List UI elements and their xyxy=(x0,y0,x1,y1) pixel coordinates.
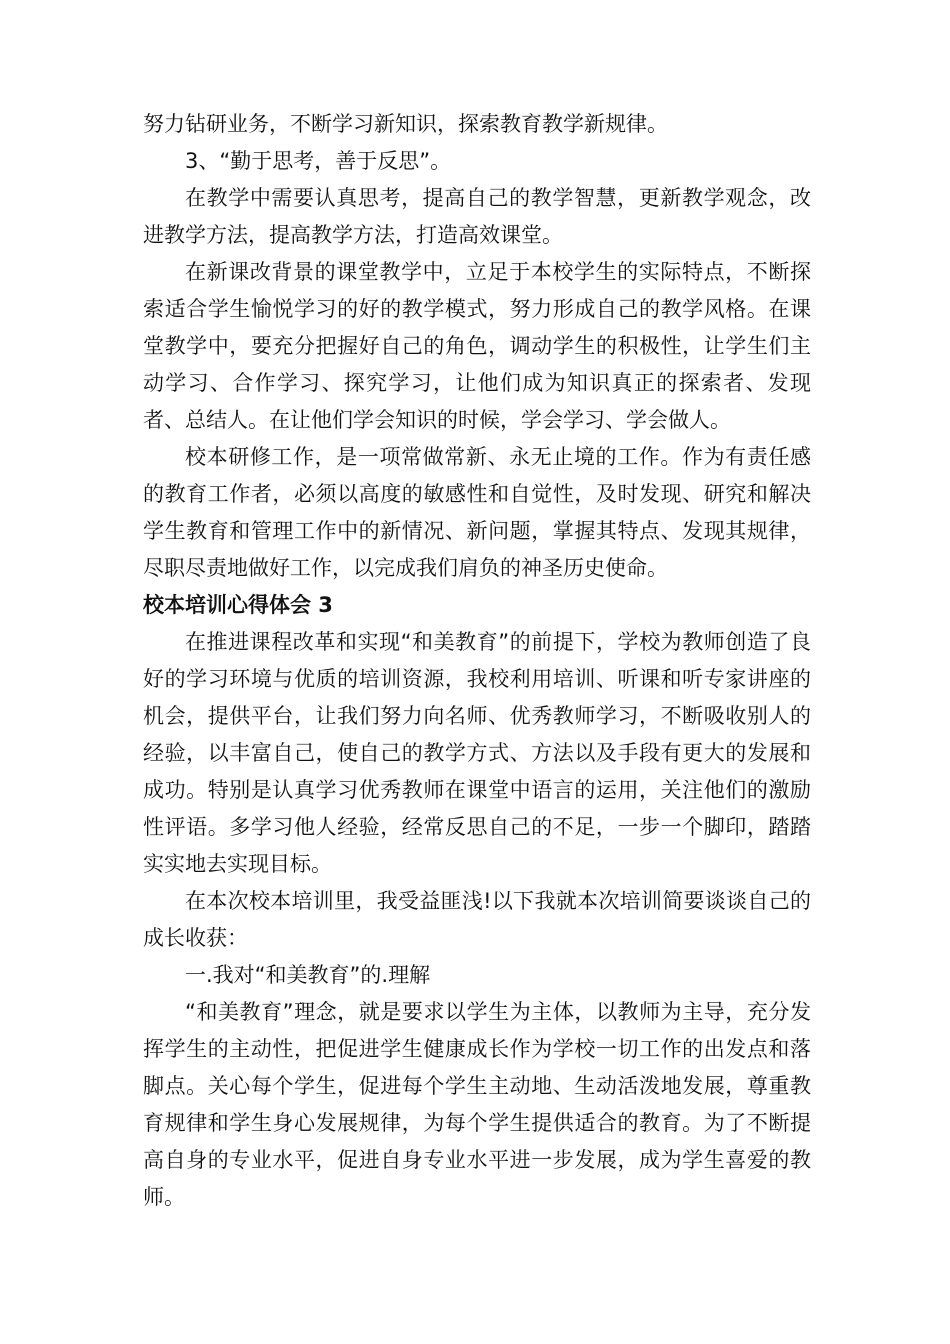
paragraph-continuation: 努力钻研业务，不断学习新知识，探索教育教学新规律。 xyxy=(143,112,668,136)
paragraph: 在本次校本培训里，我受益匪浅!以下我就本次培训简要谈谈自己的成长收获： xyxy=(143,889,811,950)
paragraph: “和美教育”理念，就是要求以学生为主体，以教师为主导，充分发挥学生的主动性，把促进学生健康成长作为学校一切工作的出发点和落脚点。关心每个学生，促进每个学生主动地、生动活泼地发展，尊重教育规律和学生身心发展规律，为每个学生提供适合的教育。为了不断提高自身的专业水平，促进自身专业水平进一步发展，成为学生喜爱的教师。 xyxy=(143,1000,811,1209)
paragraph: 校本研修工作，是一项常做常新、永无止境的工作。作为有责任感的教育工作者，必须以高度的敏感性和自觉性，及时发现、研究和解决学生教育和管理工作中的新情况、新问题，掌握其特点、发现其规律，尽职尽责地做好工作，以完成我们肩负的神圣历史使命。 xyxy=(143,445,811,580)
paragraph: 在新课改背景的课堂教学中，立足于本校学生的实际特点，不断探索适合学生愉悦学习的好的教学模式，努力形成自己的教学风格。在课堂教学中，要充分把握好自己的角色，调动学生的积极性，让学生们主动学习、合作学习、探究学习，让他们成为知识真正的探索者、发现者、总结人。在让他们学会知识的时候，学会学习、学会做人。 xyxy=(143,260,811,432)
subheading: 一.我对“和美教育”的.理解 xyxy=(185,963,431,987)
document-body xyxy=(143,106,811,1216)
list-item-3: 3、“勤于思考，善于反思”。 xyxy=(185,149,452,173)
paragraph: 在推进课程改革和实现“和美教育”的前提下，学校为教师创造了良好的学习环境与优质的培训资源，我校利用培训、听课和听专家讲座的机会，提供平台，让我们努力向名师、优秀教师学习，不断吸收别人的经验，以丰富自己，使自己的教学方式、方法以及手段有更大的发展和成功。特别是认真学习优秀教师在课堂中语言的运用，关注他们的激励性评语。多学习他人经验，经常反思自己的不足，一步一个脚印，踏踏实实地去实现目标。 xyxy=(143,630,811,876)
paragraph: 在教学中需要认真思考，提高自己的教学智慧，更新教学观念，改进教学方法，提高教学方法，打造高效课堂。 xyxy=(143,186,811,247)
section-heading: 校本培训心得体会 3 xyxy=(143,593,333,617)
